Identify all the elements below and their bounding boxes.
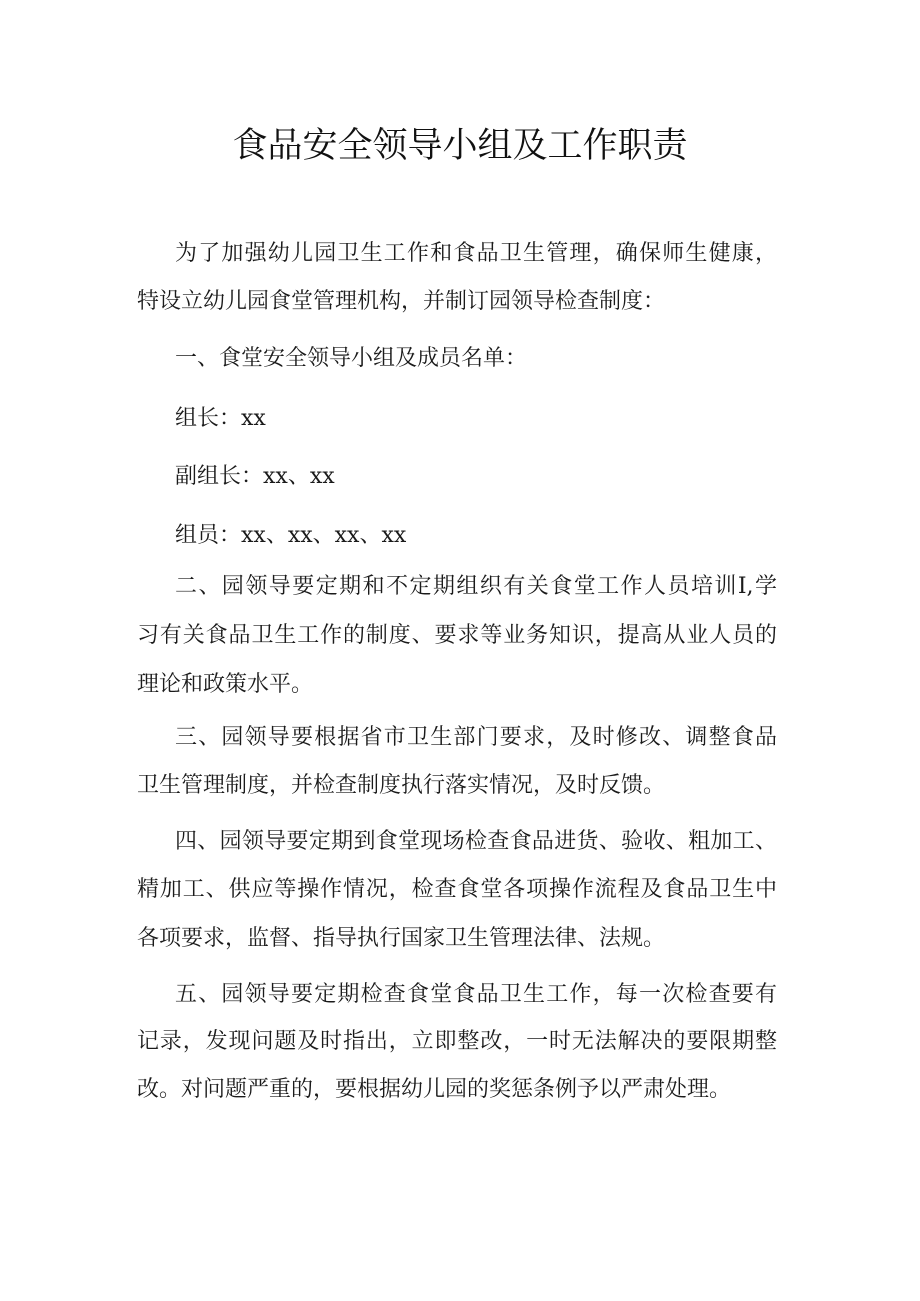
section-1-heading: 一、食堂安全领导小组及成员名单： [175,346,528,371]
section-5-line-2: 记录，发现问题及时指出，立即整改，一时无法解决的要限期整 [137,1029,777,1054]
intro-line-1: 为了加强幼儿园卫生工作和食品卫生管理，确保师生健康， [175,241,777,266]
intro-line-2: 特设立幼儿园食堂管理机构，并制订园领导检查制度： [137,289,666,314]
section-3-line-1: 三、园领导要根据省市卫生部门要求，及时修改、调整食品 [175,725,777,750]
group-members: 组员：xx、xx、xx、xx [175,523,407,548]
section-2-line-1: 二、园领导要定期和不定期组织有关食堂工作人员培训I,学 [175,574,777,599]
section-5-line-3: 改。对问题严重的，要根据幼儿园的奖惩条例予以严肃处理。 [137,1077,732,1102]
document-title: 食品安全领导小组及工作职责 [232,126,688,166]
group-leader: 组长：xx [175,406,266,431]
section-4-line-2: 精加工、供应等操作情况，检查食堂各项操作流程及食品卫生中 [137,877,777,902]
section-2-line-2: 习有关食品卫生工作的制度、要求等业务知识，提高从业人员的 [137,623,777,648]
section-5-line-1: 五、园领导要定期检查食堂食品卫生工作，每一次检查要有 [175,982,777,1007]
section-4-line-3: 各项要求，监督、指导执行国家卫生管理法律、法规。 [137,926,666,951]
section-4-line-1: 四、园领导要定期到食堂现场检查食品进货、验收、粗加工、 [175,829,777,854]
section-2-line-3: 理论和政策水平。 [137,672,314,697]
group-deputy-leaders: 副组长：xx、xx [175,464,335,489]
section-3-line-2: 卫生管理制度，并检查制度执行落实情况，及时反馈。 [137,773,666,798]
